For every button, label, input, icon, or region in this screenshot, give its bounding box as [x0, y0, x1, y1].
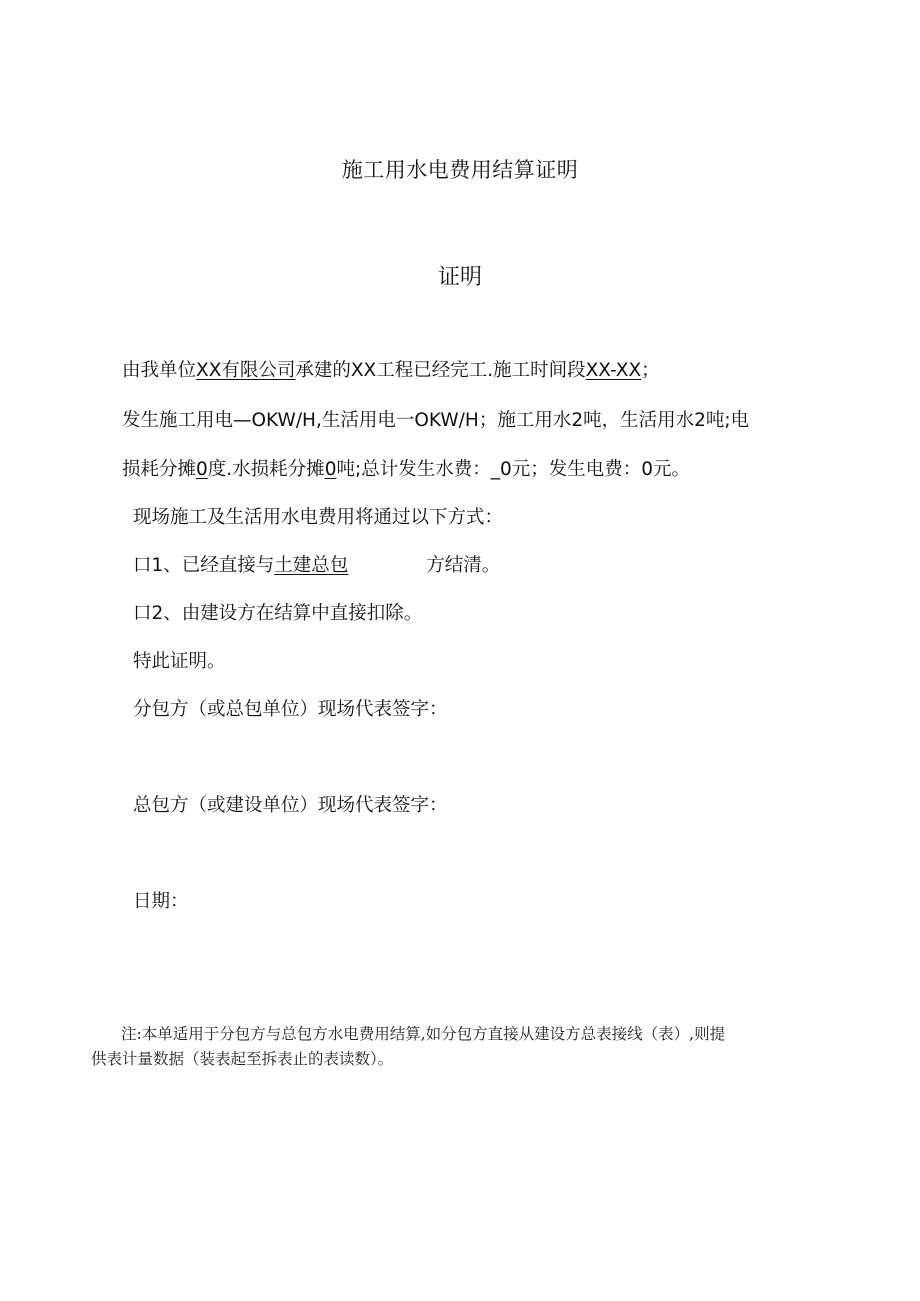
general-contractor-signature-label: 总包方（或建设单位）现场代表签字： [133, 795, 448, 816]
subcontractor-signature-label: 分包方（或总包单位）现场代表签字： [133, 699, 448, 720]
electricity-loss-value: 0 [196, 459, 208, 480]
paragraph-line-2: 发生施工用电—OKW/H,生活用电一OKW/H；施工用水2吨，生活用水2吨;电 [122, 410, 750, 431]
text: 承建的XX工程已经完工.施工时间段 [295, 360, 586, 381]
settlement-intro: 现场施工及生活用水电费用将通过以下方式： [133, 507, 504, 528]
closing-text: 特此证明。 [133, 651, 226, 672]
text: 方结清。 [426, 555, 501, 576]
water-loss-value: 0 [324, 459, 337, 480]
note-line-1: 注:本单适用于分包方与总包方水电费用结算,如分包方直接从建设方总表接线（表）,则提 [121, 1025, 726, 1043]
date-label: 日期： [133, 891, 189, 912]
document-title: 施工用水电费用结算证明 [341, 158, 579, 182]
note-line-2: 供表计量数据（装表起至拆表止的表读数）。 [91, 1050, 394, 1068]
text: 吨;总计发生水费：_0元；发生电费：0元。 [336, 459, 690, 480]
construction-period: XX-XX [585, 360, 642, 381]
text: 由我单位 [122, 360, 197, 381]
text: 口1、已经直接与 [133, 555, 275, 576]
paragraph-line-1 [122, 356, 660, 382]
settlement-party: 土建总包 [274, 555, 349, 576]
text: 度.水损耗分摊 [207, 459, 325, 480]
settlement-option-2: 口2、由建设方在结算中直接扣除。 [133, 603, 423, 624]
text: ； [641, 360, 660, 381]
company-name: XX有限公司 [196, 360, 296, 381]
document-subtitle: 证明 [437, 265, 482, 290]
paragraph-line-3 [122, 455, 690, 481]
settlement-option-1 [133, 551, 500, 577]
text: 损耗分摊 [122, 459, 197, 480]
